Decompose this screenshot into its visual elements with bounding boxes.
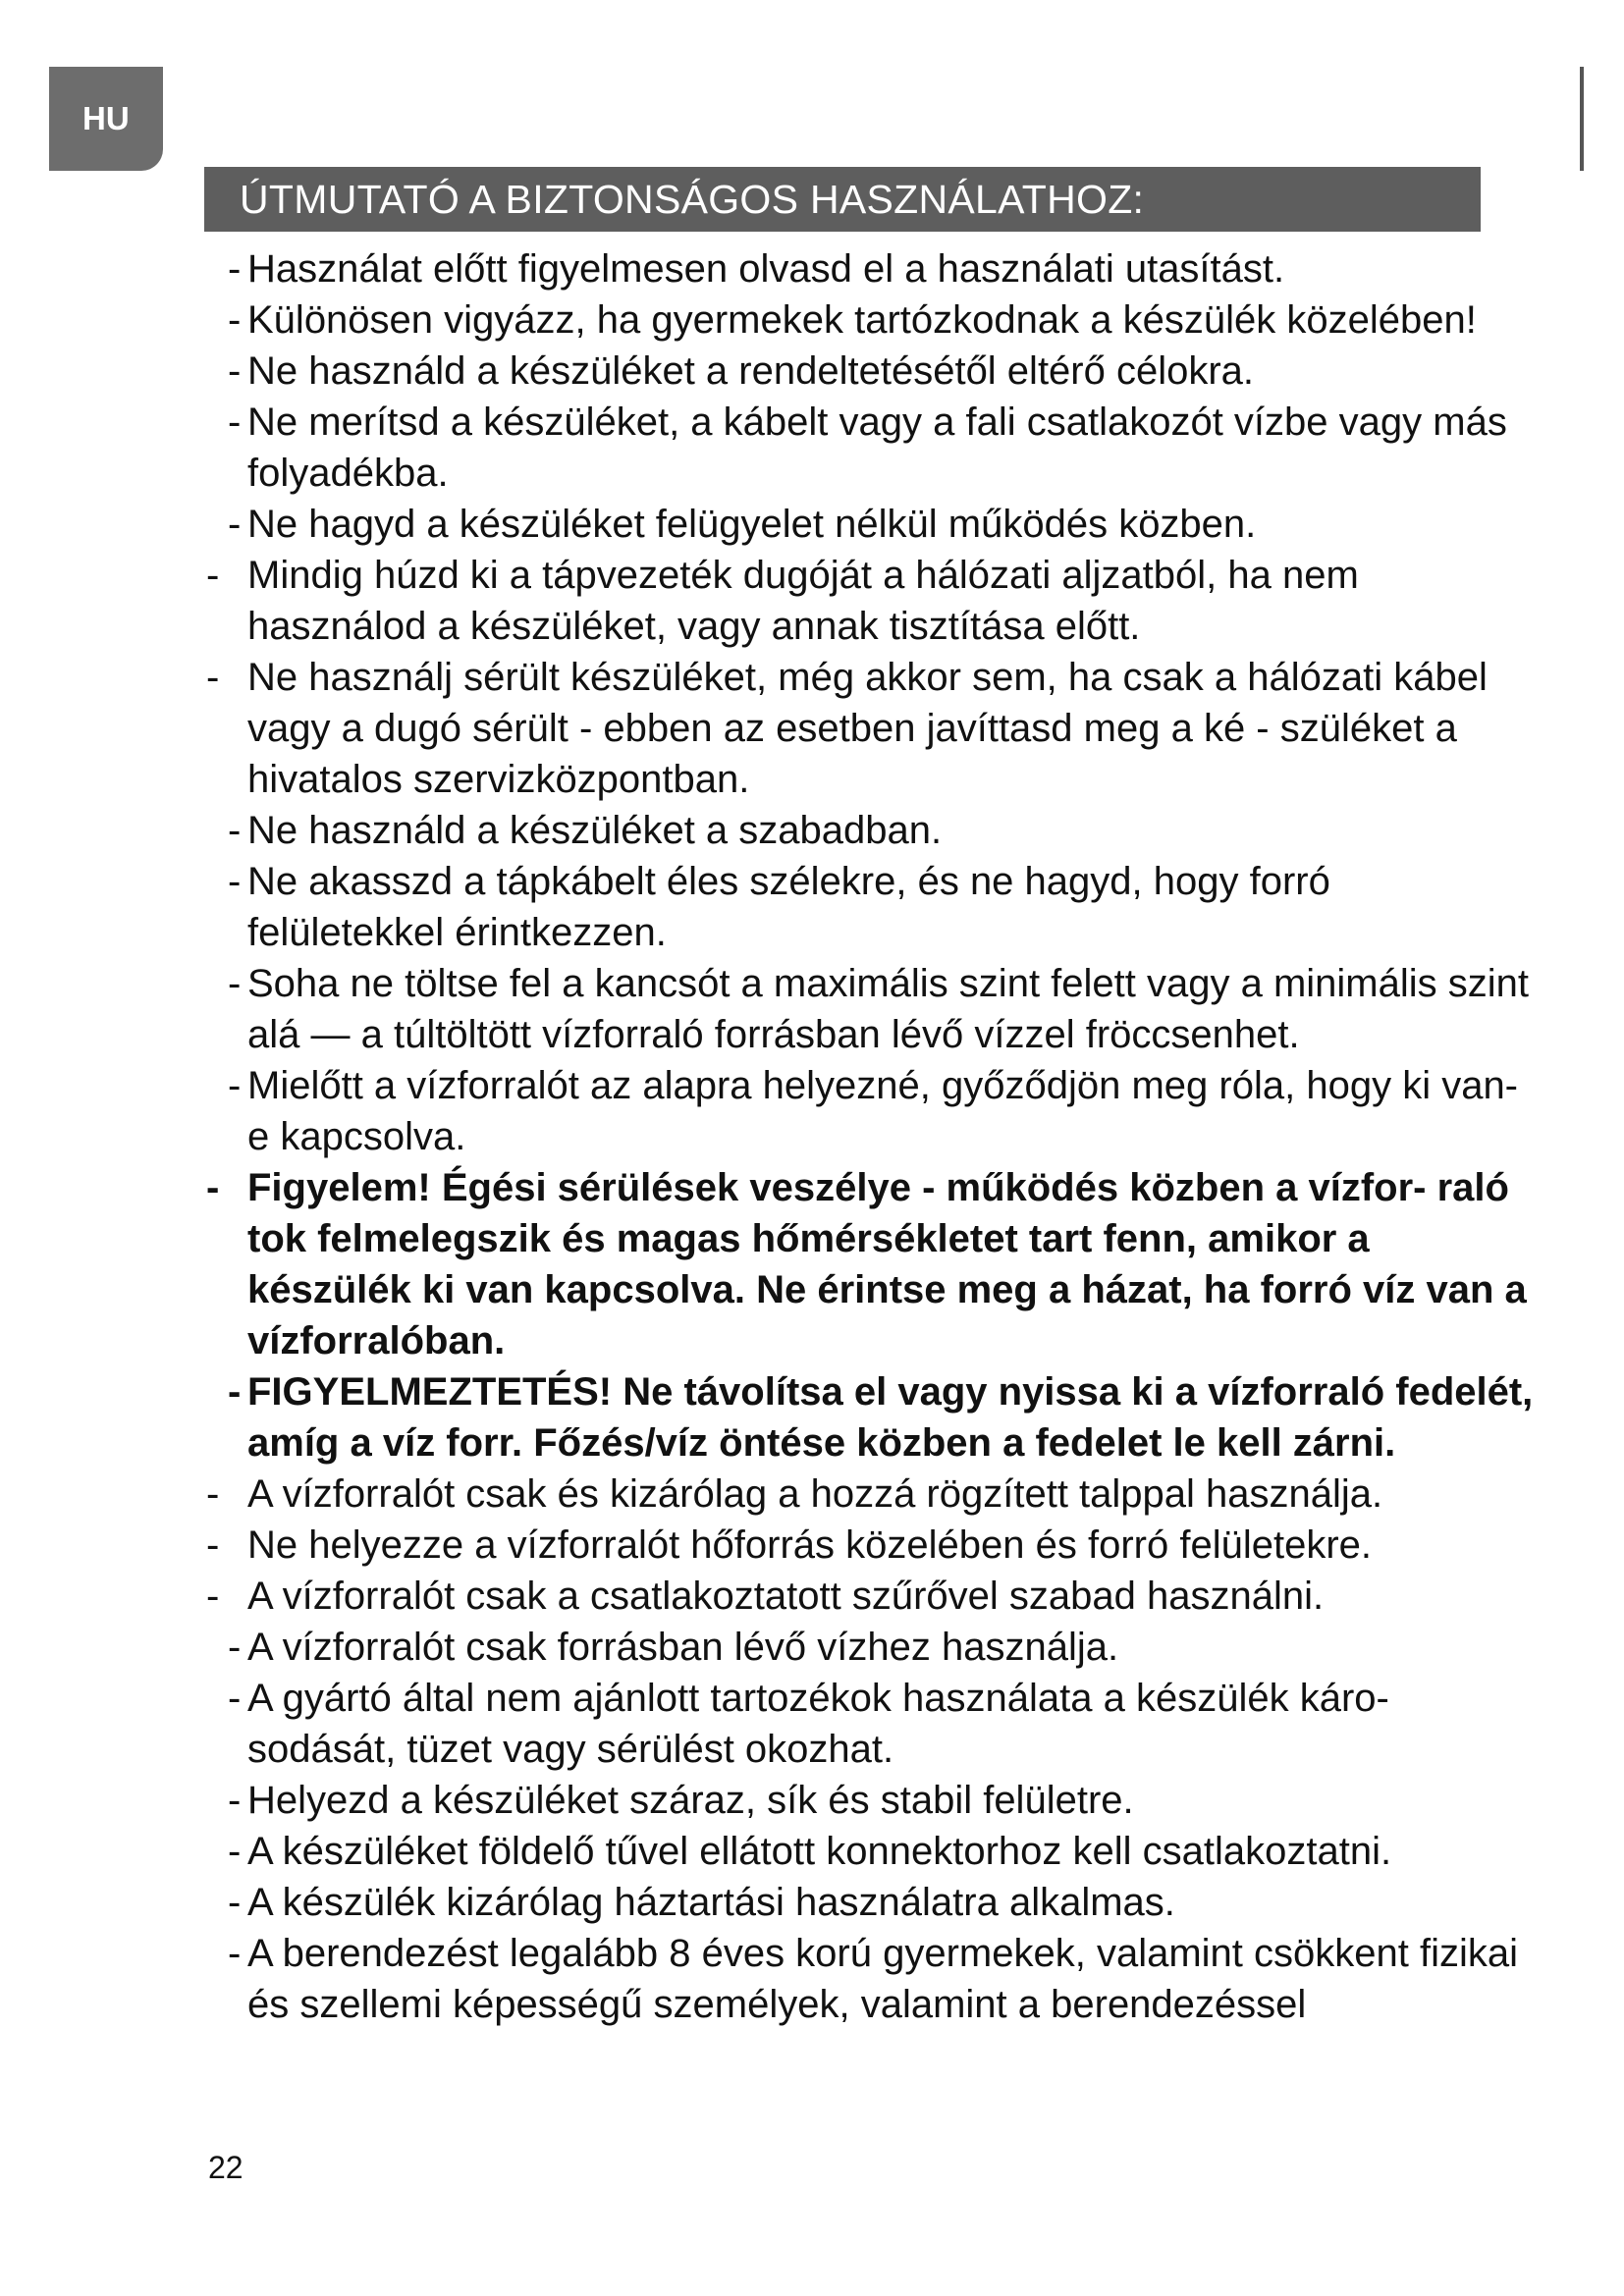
bullet-dash: - <box>228 1626 242 1669</box>
language-code: HU <box>82 100 130 136</box>
bullet-dash: - <box>206 1523 220 1567</box>
safety-item-text: A készüléket földelő tűvel ellátott konnektorhoz kell csatlakoztatni. <box>247 1830 1392 1873</box>
section-title: ÚTMUTATÓ A BIZTONSÁGOS HASZNÁLATHOZ: <box>240 176 1145 222</box>
safety-item <box>0 1775 1624 1826</box>
bullet-dash: - <box>206 1166 220 1209</box>
bullet-dash: - <box>228 503 242 546</box>
safety-item <box>0 856 1624 958</box>
safety-item-text: A gyártó által nem ajánlott tartozékok használata a készülék káro- sodását, tüzet vagy sérülést okozhat. <box>247 1677 1389 1771</box>
safety-item-text: Soha ne töltse fel a kancsót a maximális szint felett vagy a minimális szint alá — a túltöltött vízforraló forrásban lévő vízzel fröccsenhet. <box>247 962 1529 1056</box>
safety-item <box>0 550 1624 652</box>
safety-item-text: Ne merítsd a készüléket, a kábelt vagy a fali csatlakozót vízbe vagy más folyadékba. <box>247 400 1507 495</box>
safety-item <box>0 499 1624 550</box>
safety-item-text: Ne hagyd a készüléket felügyelet nélkül működés közben. <box>247 503 1257 546</box>
bullet-dash: - <box>228 1064 242 1107</box>
margin-rule <box>1580 67 1584 171</box>
bullet-dash: - <box>206 1575 220 1618</box>
safety-item-text: A készülék kizárólag háztartási használatra alkalmas. <box>247 1881 1175 1924</box>
safety-item-text: Ne használj sérült készüléket, még akkor sem, ha csak a hálózati kábel vagy a dugó sérült - ebben az esetben javíttasd meg a ké - szüléket a hivatalos szervizközpontban. <box>247 656 1488 801</box>
bullet-dash: - <box>228 298 242 342</box>
safety-item <box>0 1366 1624 1468</box>
safety-item <box>0 1520 1624 1571</box>
bullet-dash: - <box>228 962 242 1005</box>
bullet-dash: - <box>228 860 242 903</box>
bullet-dash: - <box>228 809 242 852</box>
safety-item-text: A vízforralót csak a csatlakoztatott szűrővel szabad használni. <box>247 1575 1325 1618</box>
safety-item-text: Ne használd a készüléket a rendeltetésétől eltérő célokra. <box>247 349 1255 393</box>
safety-item <box>0 1877 1624 1928</box>
safety-item <box>0 1571 1624 1622</box>
safety-item <box>0 652 1624 805</box>
safety-item-text: Mielőtt a vízforralót az alapra helyezné, győződjön meg róla, hogy ki van-e kapcsolva. <box>247 1064 1519 1158</box>
bullet-dash: - <box>228 1677 242 1720</box>
page-number: 22 <box>208 2150 244 2185</box>
bullet-dash: - <box>228 1370 242 1414</box>
safety-item <box>0 1673 1624 1775</box>
safety-item-text: FIGYELMEZTETÉS! Ne távolítsa el vagy nyissa ki a vízforraló fedelét, amíg a víz forr. Főzés/víz öntése közben a fedelet le kell zárni. <box>247 1370 1534 1465</box>
bullet-dash: - <box>228 400 242 444</box>
safety-item <box>0 243 1624 294</box>
safety-item-text: A berendezést legalább 8 éves korú gyermekek, valamint csökkent fizikai és szellemi képességű személyek, valamint a berendezéssel <box>247 1932 1519 2026</box>
bullet-dash: - <box>228 1779 242 1822</box>
safety-item-text: Helyezd a készüléket száraz, sík és stabil felületre. <box>247 1779 1134 1822</box>
safety-item-text: A vízforralót csak és kizárólag a hozzá rögzített talppal használja. <box>247 1472 1383 1516</box>
safety-item <box>0 958 1624 1060</box>
safety-item-text: Különösen vigyázz, ha gyermekek tartózkodnak a készülék közelében! <box>247 298 1477 342</box>
section-header <box>204 167 1481 232</box>
safety-item <box>0 1622 1624 1673</box>
bullet-dash: - <box>228 349 242 393</box>
bullet-dash: - <box>228 1830 242 1873</box>
safety-item <box>0 346 1624 397</box>
safety-item-text: Figyelem! Égési sérülések veszélye - működés közben a vízfor- raló tok felmelegszik és magas hőmérsékletet tart fenn, amikor a készülék ki van kapcsolva. Ne érintse meg a házat, ha forró víz van a vízforralóban. <box>247 1166 1527 1362</box>
safety-item <box>0 294 1624 346</box>
bullet-dash: - <box>206 1472 220 1516</box>
bullet-dash: - <box>228 1881 242 1924</box>
safety-item <box>0 1468 1624 1520</box>
language-tab <box>49 67 163 171</box>
bullet-dash: - <box>228 247 242 291</box>
safety-item-text: Ne helyezze a vízforralót hőforrás közelében és forró felületekre. <box>247 1523 1373 1567</box>
safety-item <box>0 1060 1624 1162</box>
safety-item-text: Ne használd a készüléket a szabadban. <box>247 809 943 852</box>
safety-item-text: A vízforralót csak forrásban lévő vízhez használja. <box>247 1626 1119 1669</box>
bullet-dash: - <box>206 656 220 699</box>
safety-instructions-list <box>0 243 1624 2030</box>
safety-item-text: Ne akasszd a tápkábelt éles szélekre, és ne hagyd, hogy forró felületekkel érintkezzen. <box>247 860 1330 954</box>
bullet-dash: - <box>206 554 220 597</box>
safety-item-text: Használat előtt figyelmesen olvasd el a használati utasítást. <box>247 247 1285 291</box>
safety-item <box>0 397 1624 499</box>
safety-item <box>0 1162 1624 1366</box>
safety-item <box>0 805 1624 856</box>
safety-item-text: Mindig húzd ki a tápvezeték dugóját a hálózati aljzatból, ha nem használod a készüléket, vagy annak tisztítása előtt. <box>247 554 1359 648</box>
safety-item <box>0 1928 1624 2030</box>
safety-item <box>0 1826 1624 1877</box>
bullet-dash: - <box>228 1932 242 1975</box>
